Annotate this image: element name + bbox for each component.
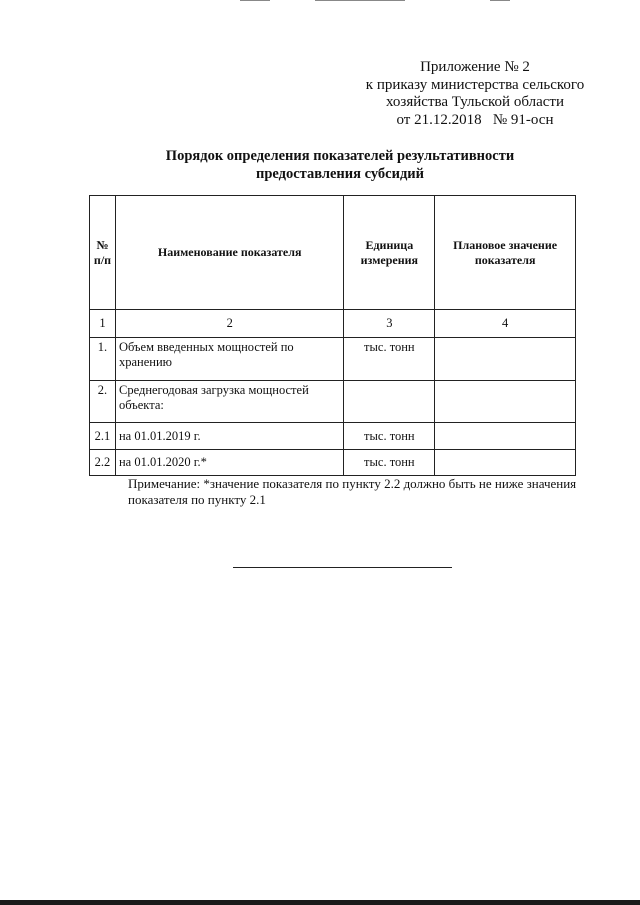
table-row — [90, 338, 576, 381]
header-name: Наименование показателя — [115, 196, 343, 310]
row-unit: тыс. тонн — [344, 423, 435, 450]
indicators-table — [89, 195, 576, 476]
header-num: № п/п — [90, 196, 116, 310]
header-plan: Плановое значение показателя — [435, 196, 576, 310]
footnote: Примечание: *значение показателя по пункту 2.2 должно быть не ниже значения показателя по пункту 2.1 — [128, 476, 577, 507]
row-plan-value — [435, 423, 576, 450]
row-name: на 01.01.2020 г.* — [115, 450, 343, 476]
appendix-date-number: от 21.12.2018 № 91-осн — [396, 111, 554, 128]
row-plan-value — [435, 381, 576, 423]
appendix-number: Приложение № 2 — [420, 59, 530, 75]
table-row — [90, 450, 576, 476]
row-plan-value — [435, 338, 576, 381]
row-unit: тыс. тонн — [344, 450, 435, 476]
table-header-row — [90, 196, 576, 310]
row-name: Объем введенных мощностей по хранению — [115, 338, 343, 381]
appendix-ministry: хозяйства Тульской области — [386, 94, 564, 110]
signature-divider — [233, 567, 452, 568]
document-title-line1: Порядок определения показателей результативности — [165, 148, 515, 164]
column-number: 1 — [90, 310, 116, 338]
scan-artifact-top — [240, 0, 570, 2]
row-unit — [344, 381, 435, 423]
row-plan-value — [435, 450, 576, 476]
header-unit: Единица измерения — [344, 196, 435, 310]
row-num: 2. — [90, 381, 116, 423]
column-number-row — [90, 310, 576, 338]
appendix-header — [350, 59, 600, 129]
document-title-line2: предоставления субсидий — [255, 166, 424, 182]
appendix-order-ref: к приказу министерства сельского — [365, 76, 585, 93]
scan-artifact-bottom — [0, 900, 640, 905]
column-number: 3 — [344, 310, 435, 338]
row-unit: тыс. тонн — [344, 338, 435, 381]
column-number: 2 — [115, 310, 343, 338]
document-title — [80, 147, 600, 183]
row-name: на 01.01.2019 г. — [115, 423, 343, 450]
table-row — [90, 381, 576, 423]
row-name: Среднегодовая загрузка мощностей объекта: — [115, 381, 343, 423]
row-num: 1. — [90, 338, 116, 381]
table-row — [90, 423, 576, 450]
row-num: 2.1 — [90, 423, 116, 450]
column-number: 4 — [435, 310, 576, 338]
row-num: 2.2 — [90, 450, 116, 476]
